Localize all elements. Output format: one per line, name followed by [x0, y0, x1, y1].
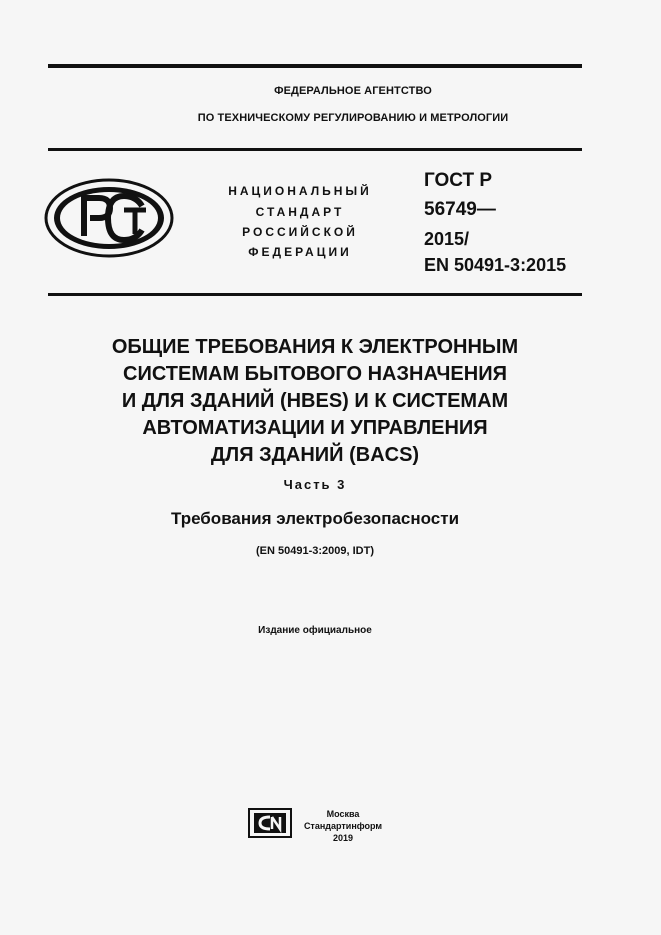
- title-line-3: И ДЛЯ ЗДАНИЙ (HBES) И К СИСТЕМАМ: [121, 390, 509, 412]
- document-title: [48, 334, 582, 469]
- title-line-1: ОБЩИЕ ТРЕБОВАНИЯ К ЭЛЕКТРОННЫМ: [111, 336, 519, 358]
- title-line-2: СИСТЕМАМ БЫТОВОГО НАЗНАЧЕНИЯ: [123, 363, 507, 385]
- agency-line-2: ПО ТЕХНИЧЕСКОМУ РЕГУЛИРОВАНИЮ И МЕТРОЛОГИИ: [197, 112, 509, 124]
- document-subtitle: Требования электробезопасности: [170, 509, 460, 528]
- gost-designation-line-1: ГОСТ Р: [424, 170, 493, 191]
- gost-designation-line-2: 56749—: [424, 199, 496, 220]
- rst-certification-mark-icon: [44, 178, 174, 258]
- publisher-block: [298, 808, 388, 844]
- national-line-4: ФЕДЕРАЦИИ: [248, 245, 352, 259]
- publisher-name: Стандартинформ: [303, 821, 383, 831]
- edition-label: Издание официальное: [258, 625, 372, 636]
- part-number: Часть 3: [283, 477, 347, 492]
- header-rule: [48, 148, 582, 151]
- gost-designation-line-4: EN 50491-3:2015: [424, 255, 567, 275]
- national-line-1: НАЦИОНАЛЬНЫЙ: [228, 184, 372, 198]
- gost-designation-line-3: 2015/: [424, 229, 470, 249]
- publisher-year: 2019: [332, 833, 354, 843]
- publisher-city: Москва: [326, 809, 360, 819]
- title-line-4: АВТОМАТИЗАЦИИ И УПРАВЛЕНИЯ: [142, 417, 488, 439]
- national-line-2: СТАНДАРТ: [255, 205, 345, 219]
- designation-rule: [48, 293, 582, 296]
- top-rule: [48, 64, 582, 68]
- national-line-3: РОССИЙСКОЙ: [242, 225, 358, 239]
- identity-note: (EN 50491-3:2009, IDT): [256, 545, 374, 557]
- agency-line-1: ФЕДЕРАЛЬНОЕ АГЕНТСТВО: [274, 85, 432, 97]
- standartinform-logo-icon: [248, 808, 292, 838]
- title-line-5: ДЛЯ ЗДАНИЙ (BACS): [210, 444, 420, 466]
